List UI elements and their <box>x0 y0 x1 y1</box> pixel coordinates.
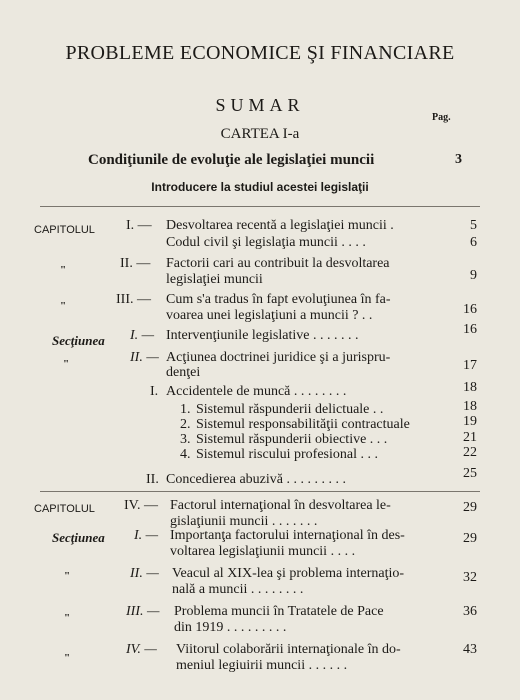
entry-page: 9 <box>470 268 477 283</box>
entry-text: Sistemul riscului profesional . . . <box>196 447 378 462</box>
section-title-page: 3 <box>455 152 462 167</box>
cartea-heading: CARTEA I-a <box>220 126 300 142</box>
entry-page: 21 <box>463 430 477 445</box>
chapter-label: CAPITOLUL <box>34 224 95 236</box>
entry-text: Importanţa factorului internaţional în des- <box>170 528 405 543</box>
ditto-mark: " <box>64 570 71 582</box>
entry-number: II. — <box>120 256 151 271</box>
entry-page: 18 <box>463 380 477 395</box>
entry-number: 4. <box>180 447 191 462</box>
entry-text: Cum s'a tradus în fapt evoluţiunea în fa- <box>166 292 391 307</box>
entry-text: Problema muncii în Tratatele de Pace <box>174 604 384 619</box>
entry-number: II. — <box>130 566 159 581</box>
entry-text: nală a muncii . . . . . . . . <box>172 582 304 597</box>
ditto-mark: " <box>64 612 71 624</box>
entry-number: I. — <box>134 528 159 543</box>
entry-number: IV. — <box>126 642 157 657</box>
entry-page: 29 <box>463 500 477 515</box>
entry-text: denţei <box>166 365 201 380</box>
entry-text: din 1919 . . . . . . . . . <box>174 620 287 635</box>
ditto-mark: " <box>64 652 71 664</box>
entry-page: 43 <box>463 642 477 657</box>
entry-number: I. <box>150 384 159 399</box>
entry-text: voltarea legislaţiunii muncii . . . . <box>170 544 356 559</box>
entry-number: 1. <box>180 402 191 417</box>
entry-page: 22 <box>463 445 477 460</box>
entry-page: 25 <box>463 466 477 481</box>
entry-number: II. — <box>130 350 159 365</box>
intro-heading: Introducere la studiul acestei legislaţii <box>151 180 369 194</box>
section-label: Secţiunea <box>52 333 105 348</box>
divider-rule <box>40 491 480 492</box>
entry-text: Sistemul răspunderii obiective . . . <box>196 432 388 447</box>
entry-page: 5 <box>470 218 477 233</box>
entry-text: voarea unei legislaţiuni a muncii ? . . <box>166 308 373 323</box>
entry-text: Viitorul colaborării internaţionale în do- <box>176 642 401 657</box>
entry-page: 16 <box>463 322 477 337</box>
entry-text: Intervenţiunile legislative . . . . . . . <box>166 328 359 343</box>
entry-text: Sistemul responsabilităţii contractuale <box>196 417 410 432</box>
entry-number: 3. <box>180 432 191 447</box>
entry-text: Factorii cari au contribuit la desvoltarea <box>166 256 390 271</box>
pag-column-label: Pag. <box>432 112 451 123</box>
sumar-heading: SUMAR <box>215 95 305 115</box>
section-title: Condiţiunile de evoluţie ale legislaţiei muncii <box>88 152 375 168</box>
entry-page: 6 <box>470 235 477 250</box>
page-title: PROBLEME ECONOMICE ŞI FINANCIARE <box>65 42 455 64</box>
divider-rule <box>40 206 480 207</box>
entry-text: gislaţiunii muncii . . . . . . . <box>170 514 318 529</box>
entry-text: Desvoltarea recentă a legislaţiei muncii . <box>166 218 394 233</box>
ditto-mark: " <box>60 264 67 276</box>
entry-text: Acţiunea doctrinei juridice şi a jurispru- <box>166 350 391 365</box>
entry-page: 17 <box>463 358 477 373</box>
entry-page: 29 <box>463 531 477 546</box>
ditto-mark: " <box>60 300 67 312</box>
entry-number: 2. <box>180 417 191 432</box>
entry-number: I. — <box>126 218 152 233</box>
entry-text: Sistemul răspunderii delictuale . . <box>196 402 384 417</box>
entry-page: 36 <box>463 604 477 619</box>
entry-number: III. — <box>116 292 151 307</box>
entry-text: meniul legiuirii muncii . . . . . . <box>176 658 348 673</box>
entry-page: 32 <box>463 570 477 585</box>
section-label: Secţiunea <box>52 530 105 545</box>
ditto-mark: " <box>63 358 70 370</box>
entry-text: Concedierea abuzivă . . . . . . . . . <box>166 472 346 487</box>
entry-number: II. <box>146 472 159 487</box>
entry-page: 18 <box>463 399 477 414</box>
entry-text: legislaţiei muncii <box>166 272 263 287</box>
entry-text: Accidentele de muncă . . . . . . . . <box>166 384 347 399</box>
entry-text: Veacul al XIX-lea şi problema internaţio- <box>172 566 405 581</box>
entry-text: Factorul internaţional în desvoltarea le- <box>170 498 391 513</box>
entry-number: I. — <box>130 328 155 343</box>
entry-number: III. — <box>126 604 160 619</box>
entry-page: 16 <box>463 302 477 317</box>
chapter-label: CAPITOLUL <box>34 503 95 515</box>
entry-number: IV. — <box>124 498 158 513</box>
entry-text: Codul civil şi legislaţia muncii . . . . <box>166 235 366 250</box>
entry-page: 19 <box>463 414 477 429</box>
